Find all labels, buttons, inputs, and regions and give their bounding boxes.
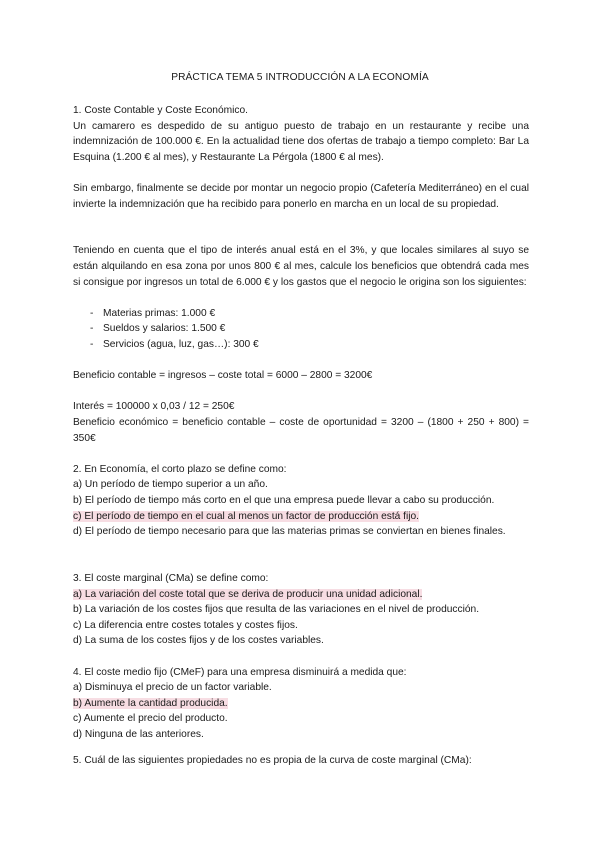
q3-option-c bbox=[73, 618, 529, 634]
q4-option-b-highlighted: b) Aumente la cantidad producida. bbox=[73, 697, 228, 709]
list-item bbox=[73, 321, 529, 337]
expense-item-text: Materias primas: 1.000 € bbox=[103, 307, 216, 319]
q1-heading: 1. Coste Contable y Coste Económico. bbox=[73, 105, 248, 116]
q2-option-b-text: b) El período de tiempo más corto en el que una empresa puede llevar a cabo su producción. bbox=[73, 495, 495, 506]
q2-question: 2. En Economía, el corto plazo se define como: bbox=[73, 463, 287, 475]
list-item bbox=[73, 306, 529, 322]
q2-option-d: d) El período de tiempo necesario para que las materias primas se conviertan en bienes finales. bbox=[73, 526, 506, 538]
q5-question: 5. Cuál de las siguientes propiedades no es propia de la curva de coste marginal (CMa): bbox=[73, 755, 472, 766]
q3-option-a-highlighted: a) La variación del coste total que se deriva de producir una unidad adicional. bbox=[73, 588, 423, 600]
q4-option-a-text: a) Disminuya el precio de un factor variable. bbox=[73, 682, 272, 694]
q3-option-b-text: b) La variación de los costes fijos que resulta de las variaciones en el nivel de producción. bbox=[73, 604, 480, 616]
q1-paragraph-1: Un camarero es despedido de su antiguo puesto de trabajo en un restaurante y recibe una indemnización de 100.000 €. En la actualidad tiene dos ofertas de trabajo a tiempo completo: Bar La Esquina (1.200 € al mes), y Restaurante La Pérgola (1800 € al mes). bbox=[73, 120, 529, 163]
q4-option-d-text: d) Ninguna de las anteriores. bbox=[73, 729, 204, 740]
expense-item-text: Sueldos y salarios: 1.500 € bbox=[103, 323, 226, 335]
q3-option-b bbox=[73, 602, 529, 618]
q4-option-b bbox=[73, 696, 529, 712]
q1-economic-profit: Beneficio económico = beneficio contable – coste de oportunidad = 3200 – (1800 + 250 + 800) = 350€ bbox=[73, 417, 529, 444]
q4-option-c bbox=[73, 711, 529, 727]
q1-accounting-profit: Beneficio contable = ingresos – coste total = 6000 – 2800 = 3200€ bbox=[73, 370, 373, 382]
q1-interest: Interés = 100000 x 0,03 / 12 = 250€ bbox=[73, 401, 235, 413]
page-title: PRÁCTICA TEMA 5 INTRODUCCIÓN A LA ECONOMÍA bbox=[171, 72, 429, 83]
q2-option-c-highlighted: c) El período de tiempo en el cual al menos un factor de producción está fijo. bbox=[73, 510, 420, 522]
q3-option-d bbox=[73, 633, 529, 649]
q1-expense-list bbox=[73, 306, 529, 353]
q3-option-d-text: d) La suma de los costes fijos y de los costes variables. bbox=[73, 635, 324, 647]
q4-option-a bbox=[73, 680, 529, 696]
q2-option-b bbox=[73, 493, 529, 509]
q3-option-c-text: c) La diferencia entre costes totales y costes fijos. bbox=[73, 619, 298, 631]
q3-option-a bbox=[73, 587, 529, 603]
q1-paragraph-2: Sin embargo, finalmente se decide por montar un negocio propio (Cafetería Mediterráneo) en el cual invierte la indemnización que ha recibido para ponerlo en marcha en un local de su propiedad. bbox=[73, 183, 529, 210]
q1-paragraph-3: Teniendo en cuenta que el tipo de interés anual está en el 3%, y que locales similares al suyo se están alquilando en esa zona por unos 800 € al mes, calcule los beneficios que obtendrá cada mes si consigue por ingresos un total de 6.000 € y los gastos que el negocio le origina son los siguientes: bbox=[73, 245, 529, 288]
q3-question: 3. El coste marginal (CMa) se define como: bbox=[73, 573, 269, 584]
q4-option-d bbox=[73, 727, 529, 743]
list-item bbox=[73, 337, 529, 353]
q2-option-a bbox=[73, 477, 529, 493]
q2-option-c bbox=[73, 509, 529, 525]
q2-option-a-text: a) Un período de tiempo superior a un año. bbox=[73, 479, 268, 491]
q4-question: 4. El coste medio fijo (CMeF) para una empresa disminuirá a medida que: bbox=[73, 666, 407, 678]
expense-item-text: Servicios (agua, luz, gas…): 300 € bbox=[103, 338, 259, 350]
q4-option-c-text: c) Aumente el precio del producto. bbox=[73, 713, 228, 725]
